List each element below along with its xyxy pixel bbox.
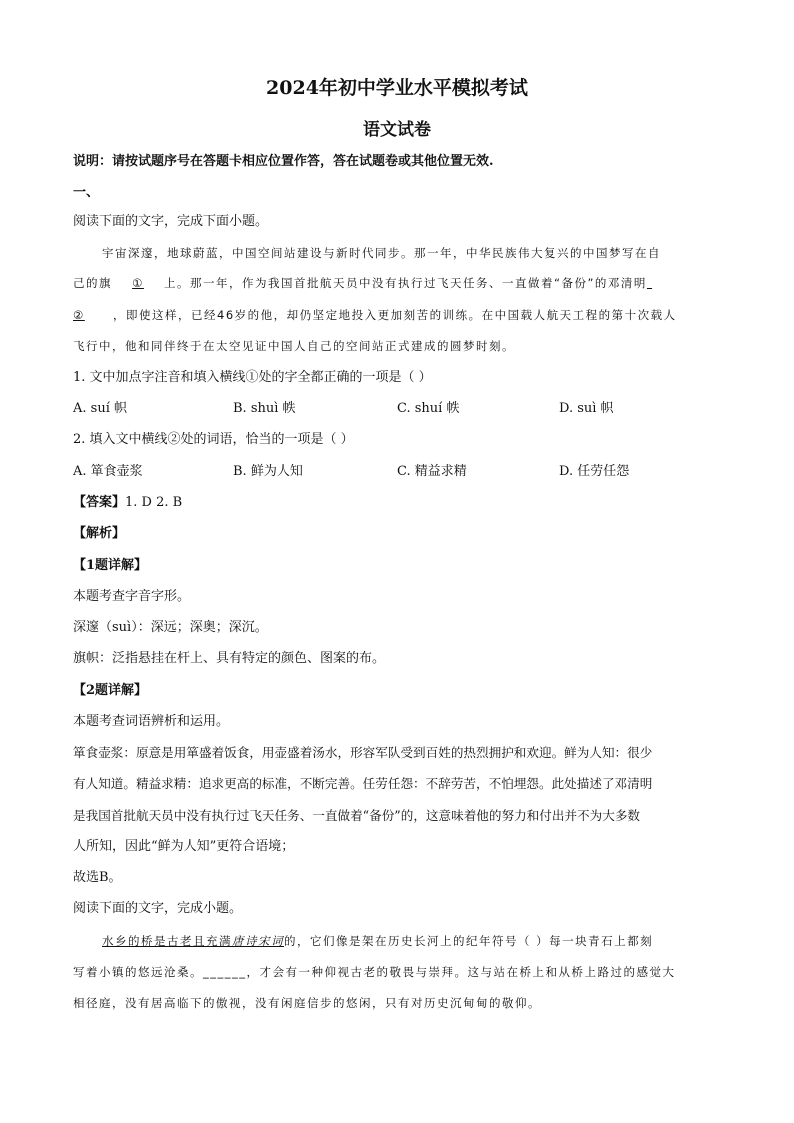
passage1-line2-start: 己的旗 — [73, 276, 112, 290]
q1-option-d: D. suì 帜 — [559, 401, 614, 416]
question-1: 1. 文中加点字注音和填入横线①处的字全都正确的一项是（ ） — [73, 370, 432, 385]
q1-option-c: C. shuí 帙 — [397, 401, 460, 416]
passage1-line2 — [73, 273, 667, 293]
detail-2-line5: 人所知，因此“鲜为人知”更符合语境； — [73, 839, 295, 854]
q2-option-c: C. 精益求精 — [397, 464, 467, 479]
passage1-line1: 宇宙深邃，地球蔚蓝，中国空间站建设与新时代同步。那一年，中华民族伟大复兴的中国梦写在自 — [102, 246, 661, 260]
detail-2-line1: 本题考查词语辨析和运用。 — [73, 714, 230, 729]
detail-2-line6: 故选B。 — [73, 870, 122, 885]
detail-2-line3: 有人知道。精益求精：追求更高的标准，不断完善。任劳任怨：不辞劳苦，不怕埋怨。此处描述了邓清明 — [73, 776, 653, 791]
answer-text: 1. D 2. B — [125, 495, 183, 510]
blank-2-lead — [647, 273, 667, 293]
detail-2-line4: 是我国首批航天员中没有执行过飞天任务、一直做着“备份”的，这意味着他的努力和付出并不为大多数 — [73, 808, 641, 823]
q1-option-b: B. shuì 帙 — [233, 401, 296, 416]
blank-2: ② — [73, 308, 85, 322]
detail-1-line2: 深邃（suì）：深远；深奥；深沉。 — [73, 620, 268, 635]
analysis-label: 【解析】 — [73, 526, 126, 541]
passage2-line2-start: 写着小镇的悠远沧桑。 — [73, 965, 203, 979]
detail-2-title: 【2题详解】 — [73, 683, 148, 698]
q1-option-a: A. suí 帜 — [73, 401, 127, 416]
q2-option-a: A. 箪食壶浆 — [73, 464, 143, 479]
passage2-line3: 相径庭，没有居高临下的傲视，没有闲庭信步的悠闲，只有对历史沉甸甸的敬仰。 — [73, 996, 541, 1010]
passage2-line1-start: 水乡的桥是古老且充满 — [102, 934, 232, 948]
passage2-line2-end: ，才会有一种仰视古老的敬畏与崇拜。这与站在桥上和从桥上路过的感觉大 — [246, 965, 676, 979]
exam-subtitle: 语文试卷 — [363, 120, 431, 140]
detail-1-line3: 旗帜：泛指悬挂在杆上、具有特定的颜色、图案的布。 — [73, 651, 386, 666]
passage1-line4: 飞行中，他和同伴终于在太空见证中国人自己的空间站正式建成的圆梦时刻。 — [73, 339, 515, 353]
instruction-note: 说明：请按试题序号在答题卡相应位置作答，答在试题卷或其他位置无效. — [73, 154, 494, 169]
blank-1: ① — [132, 276, 144, 290]
detail-1-title: 【1题详解】 — [73, 558, 148, 573]
exam-title: 2024年初中学业水平模拟考试 — [266, 77, 528, 99]
passage2-line1 — [102, 931, 653, 951]
question-2: 2. 填入文中横线②处的词语，恰当的一项是（ ） — [73, 432, 354, 447]
answer-line — [73, 493, 182, 513]
answer-label: 【答案】 — [73, 495, 126, 510]
detail-2-line2: 箪食壶浆：原意是用箪盛着饭食，用壶盛着汤水，形容军队受到百姓的热烈拥护和欢迎。鲜为人知：很少 — [73, 745, 653, 760]
passage2-emphasis: 唐诗宋词 — [232, 934, 284, 948]
section-heading: 一、 — [73, 185, 100, 200]
q2-option-d: D. 任劳任怨 — [559, 464, 630, 479]
passage1-intro: 阅读下面的文字，完成下面小题。 — [73, 214, 269, 229]
passage1-line3-end: ，即使这样，已经46岁的他，却仍坚定地投入更加刻苦的训练。在中国载人航天工程的第十次载人 — [113, 308, 677, 322]
passage2-line2 — [73, 962, 676, 982]
detail-1-line1: 本题考查字音字形。 — [73, 589, 191, 604]
passage2-line1-end: 的，它们像是架在历史长河上的纪年符号（ ）每一块青石上都刻 — [284, 934, 654, 948]
passage1-line2-end: 上。那一年，作为我国首批航天员中没有执行过飞天任务、一直做着“备份”的邓清明 — [164, 276, 647, 290]
q2-option-b: B. 鲜为人知 — [233, 464, 303, 479]
passage2-blank: ______ — [203, 965, 247, 979]
passage2-intro: 阅读下面的文字，完成小题。 — [73, 901, 243, 916]
passage1-line3 — [73, 305, 677, 325]
